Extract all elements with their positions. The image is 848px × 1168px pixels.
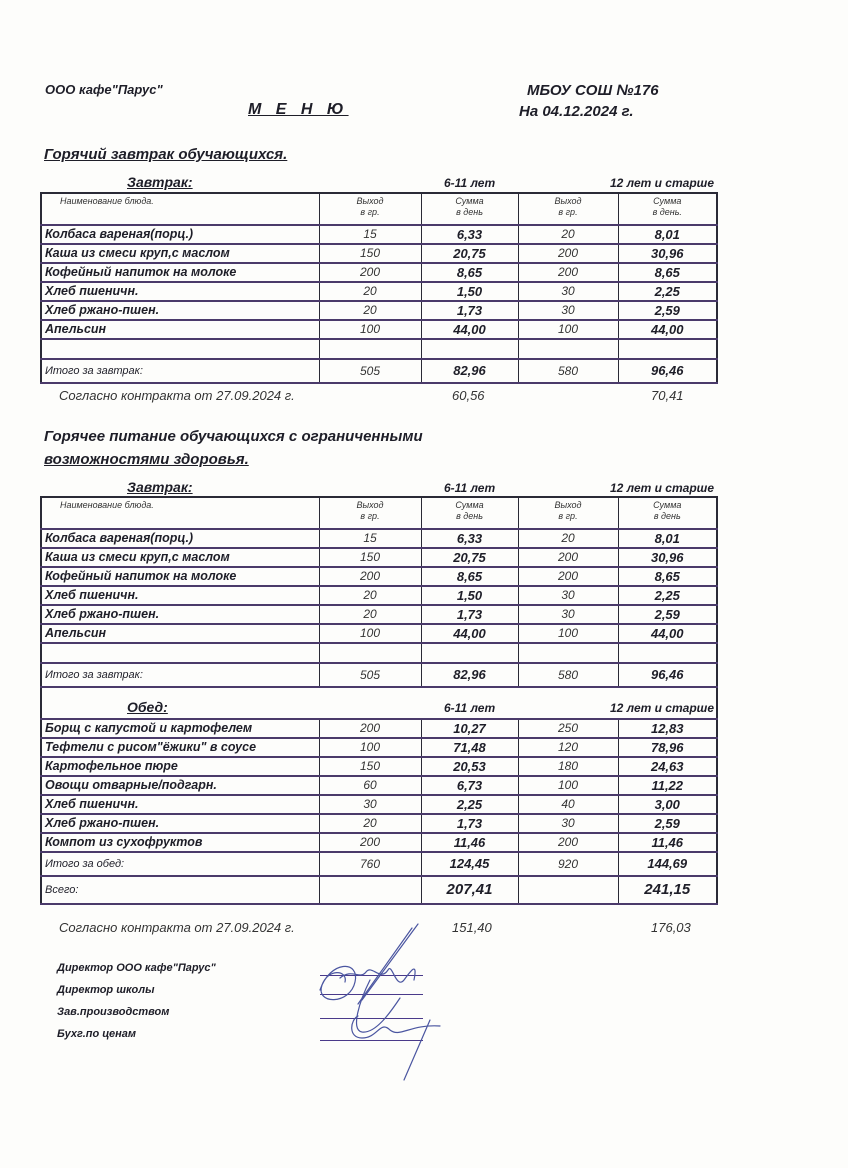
weight-6-11: 760 [319,852,421,876]
empty-cell [41,643,319,663]
price-6-11: 1,73 [421,301,518,320]
empty-cell [618,339,717,359]
dish-name: Хлеб ржано-пшен. [41,814,319,833]
dish-name: Компот из сухофруктов [41,833,319,852]
signature-label-director-cafe: Директор ООО кафе"Парус" [57,962,216,974]
dish-name: Апельсин [41,624,319,643]
price-6-11: 71,48 [421,738,518,757]
dish-name: Кофейный напиток на молоке [41,263,319,282]
weight-6-11: 150 [319,548,421,567]
price-12plus: 24,63 [618,757,717,776]
age-group-1: 6-11 лет [444,176,496,190]
weight-6-11: 150 [319,244,421,263]
weight-6-11: 20 [319,586,421,605]
weight-12plus: 200 [518,244,618,263]
weight-6-11: 30 [319,795,421,814]
grand-total-row [41,876,717,904]
price-6-11: 20,75 [421,548,518,567]
price-6-11: 82,96 [421,359,518,383]
col-name: Наименование блюда. [41,193,319,225]
weight-6-11: 20 [319,301,421,320]
signature-label-accountant: Бухг.по ценам [57,1028,136,1040]
dish-name: Апельсин [41,320,319,339]
price-6-11: 207,41 [421,876,518,904]
price-12plus: 11,22 [618,776,717,795]
weight-12plus: 180 [518,757,618,776]
school-name: МБОУ СОШ №176 [527,82,659,99]
dish-name: Хлеб пшеничн. [41,586,319,605]
price-12plus: 144,69 [618,852,717,876]
empty-cell [421,643,518,663]
weight-6-11: 20 [319,814,421,833]
lunch-subheader [41,687,717,719]
price-6-11: 6,73 [421,776,518,795]
weight-12plus: 20 [518,225,618,244]
col-out-2: Выход в гр. [518,193,618,225]
col-out-1: Выход в гр. [319,193,421,225]
price-12plus: 11,46 [618,833,717,852]
table-row [41,738,717,757]
price-6-11: 11,46 [421,833,518,852]
price-6-11: 20,75 [421,244,518,263]
price-12plus: 2,59 [618,301,717,320]
contract-label: Согласно контракта от 27.09.2024 г. [59,388,295,403]
weight-6-11: 100 [319,624,421,643]
table-row [41,225,717,244]
weight-6-11: 200 [319,719,421,738]
age-group-2: 12 лет и старше [609,701,714,715]
contract-value-2: 176,03 [651,920,691,935]
price-12plus: 96,46 [618,663,717,687]
table-row [41,529,717,548]
weight-12plus: 30 [518,301,618,320]
section2-subheader [40,479,716,497]
price-12plus: 3,00 [618,795,717,814]
price-12plus: 8,65 [618,263,717,282]
table-header [41,193,717,225]
contract-label: Согласно контракта от 27.09.2024 г. [59,920,295,935]
weight-6-11: 60 [319,776,421,795]
price-12plus: 96,46 [618,359,717,383]
price-6-11: 6,33 [421,225,518,244]
dish-name: Хлеб пшеничн. [41,282,319,301]
table-row [41,263,717,282]
total-row [41,359,717,383]
table-row [41,567,717,586]
contract-value-2: 70,41 [651,388,684,403]
price-12plus: 44,00 [618,624,717,643]
price-12plus: 30,96 [618,244,717,263]
price-6-11: 44,00 [421,320,518,339]
table-row [41,719,717,738]
weight-12plus: 20 [518,529,618,548]
price-12plus: 8,65 [618,567,717,586]
table-row [41,624,717,643]
weight-12plus: 30 [518,282,618,301]
dish-name: Тефтели с рисом"ёжики" в соусе [41,738,319,757]
weight-12plus: 250 [518,719,618,738]
contract-line-1 [0,388,848,406]
lunch-subheader-cell [41,687,717,719]
table-header [41,497,717,529]
dish-name: Хлеб пшеничн. [41,795,319,814]
table-row [41,586,717,605]
empty-cell [319,643,421,663]
weight-6-11: 15 [319,225,421,244]
contract-value-1: 151,40 [452,920,492,935]
empty-cell [618,643,717,663]
price-6-11: 82,96 [421,663,518,687]
price-6-11: 1,73 [421,814,518,833]
weight-12plus: 200 [518,833,618,852]
table-row [41,757,717,776]
dish-name: Итого за обед: [41,852,319,876]
weight-12plus [518,876,618,904]
weight-12plus: 100 [518,320,618,339]
table-row [41,244,717,263]
dish-name: Кофейный напиток на молоке [41,567,319,586]
price-6-11: 2,25 [421,795,518,814]
price-12plus: 241,15 [618,876,717,904]
empty-cell [518,339,618,359]
breakfast-table-1 [40,192,718,384]
table-row [41,795,717,814]
signature-label-production: Зав.производством [57,1006,170,1018]
section2-title-line1: Горячее питание обучающихся с ограниченными [44,428,423,445]
table-row [41,320,717,339]
total-row [41,852,717,876]
weight-6-11: 505 [319,663,421,687]
price-12plus: 8,01 [618,225,717,244]
empty-row [41,643,717,663]
weight-12plus: 100 [518,624,618,643]
weight-12plus: 30 [518,605,618,624]
price-12plus: 12,83 [618,719,717,738]
contract-value-1: 60,56 [452,388,485,403]
table-row [41,282,717,301]
table-row [41,776,717,795]
col-sum-2: Сумма в день [618,497,717,529]
col-name: Наименование блюда. [41,497,319,529]
weight-6-11: 200 [319,263,421,282]
weight-12plus: 580 [518,359,618,383]
price-6-11: 1,73 [421,605,518,624]
price-12plus: 2,59 [618,814,717,833]
dish-name: Итого за завтрак: [41,359,319,383]
weight-12plus: 40 [518,795,618,814]
col-sum-1: Сумма в день [421,193,518,225]
empty-row [41,339,717,359]
price-6-11: 8,65 [421,567,518,586]
age-group-2: 12 лет и старше [609,176,714,190]
price-12plus: 30,96 [618,548,717,567]
table-row [41,833,717,852]
section1-title: Горячий завтрак обучающихся. [44,146,288,163]
table-row [41,548,717,567]
dish-name: Итого за завтрак: [41,663,319,687]
section2-title-line2: возможностями здоровья. [44,451,249,468]
price-6-11: 1,50 [421,282,518,301]
price-6-11: 10,27 [421,719,518,738]
weight-6-11 [319,876,421,904]
weight-12plus: 580 [518,663,618,687]
price-6-11: 124,45 [421,852,518,876]
empty-cell [518,643,618,663]
page-title: М Е Н Ю [248,101,349,118]
empty-cell [421,339,518,359]
price-6-11: 20,53 [421,757,518,776]
dish-name: Каша из смеси круп,с маслом [41,548,319,567]
total-row [41,663,717,687]
dish-name: Хлеб ржано-пшен. [41,605,319,624]
price-12plus: 2,25 [618,586,717,605]
weight-12plus: 120 [518,738,618,757]
meal-label: Завтрак: [127,174,193,190]
weight-12plus: 30 [518,814,618,833]
age-group-2: 12 лет и старше [609,481,714,495]
weight-12plus: 100 [518,776,618,795]
empty-cell [41,339,319,359]
price-6-11: 44,00 [421,624,518,643]
dish-name: Каша из смеси круп,с маслом [41,244,319,263]
meal-label: Завтрак: [127,479,193,495]
weight-6-11: 200 [319,567,421,586]
breakfast-lunch-table-2 [40,496,718,905]
price-12plus: 2,59 [618,605,717,624]
dish-name: Колбаса вареная(порц.) [41,529,319,548]
col-out-2: Выход в гр. [518,497,618,529]
weight-6-11: 200 [319,833,421,852]
weight-12plus: 200 [518,567,618,586]
table-row [41,605,717,624]
price-12plus: 78,96 [618,738,717,757]
dish-name: Всего: [41,876,319,904]
dish-name: Борщ с капустой и картофелем [41,719,319,738]
weight-12plus: 30 [518,586,618,605]
col-sum-1: Сумма в день [421,497,518,529]
section1-subheader [40,174,716,192]
weight-6-11: 100 [319,320,421,339]
table-row [41,301,717,320]
age-group-1: 6-11 лет [444,701,496,715]
age-group-1: 6-11 лет [444,481,496,495]
weight-6-11: 20 [319,605,421,624]
price-6-11: 6,33 [421,529,518,548]
weight-6-11: 505 [319,359,421,383]
col-sum-2: Сумма в день. [618,193,717,225]
meal-label: Обед: [127,699,168,715]
weight-12plus: 920 [518,852,618,876]
weight-6-11: 100 [319,738,421,757]
col-out-1: Выход в гр. [319,497,421,529]
weight-6-11: 150 [319,757,421,776]
empty-cell [319,339,421,359]
price-6-11: 8,65 [421,263,518,282]
dish-name: Картофельное пюре [41,757,319,776]
price-12plus: 2,25 [618,282,717,301]
price-6-11: 1,50 [421,586,518,605]
weight-12plus: 200 [518,548,618,567]
dish-name: Колбаса вареная(порц.) [41,225,319,244]
price-12plus: 44,00 [618,320,717,339]
dish-name: Овощи отварные/подгарн. [41,776,319,795]
dish-name: Хлеб ржано-пшен. [41,301,319,320]
weight-12plus: 200 [518,263,618,282]
menu-date: На 04.12.2024 г. [519,103,634,120]
price-12plus: 8,01 [618,529,717,548]
signature-label-director-school: Директор школы [57,984,155,996]
weight-6-11: 20 [319,282,421,301]
weight-6-11: 15 [319,529,421,548]
org-name: ООО кафе"Парус" [45,82,163,97]
handwritten-signature-icon [300,920,460,1090]
table-row [41,814,717,833]
